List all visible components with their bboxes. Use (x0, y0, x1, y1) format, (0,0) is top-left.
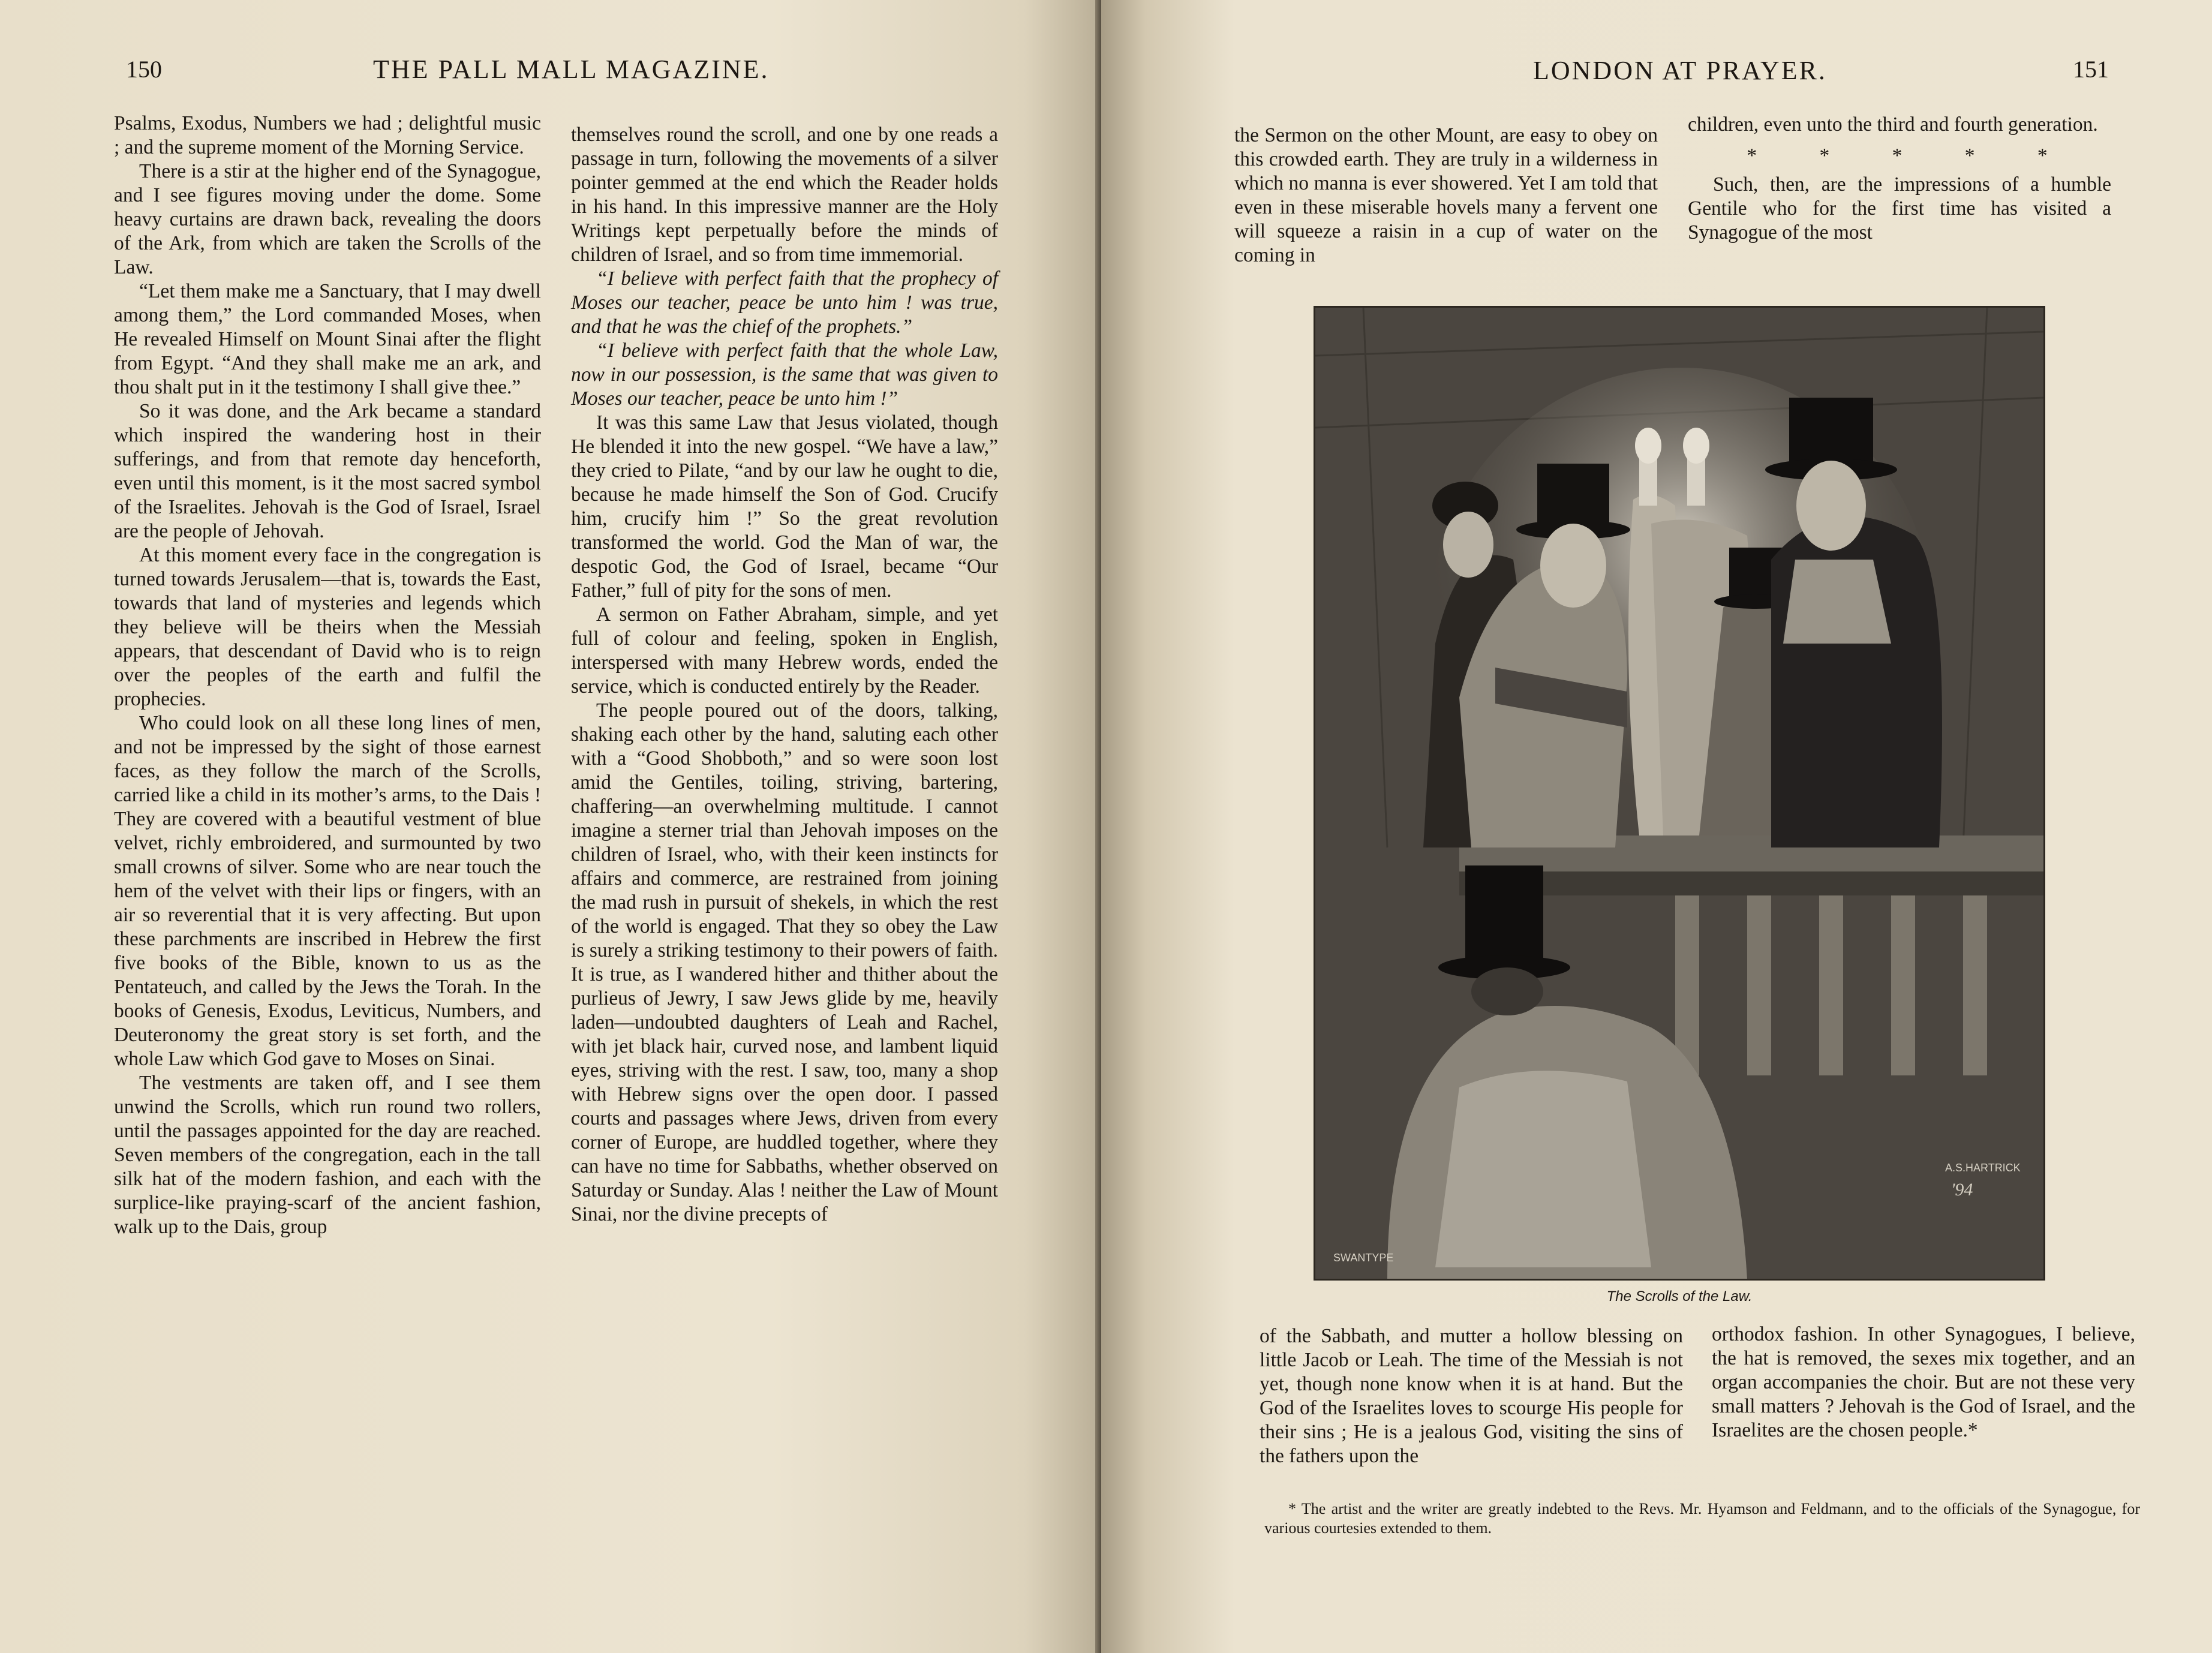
paragraph: themselves round the scroll, and one by one reads a passage in turn, following the movements of a silver pointer gemmed at the end which the Reader holds in his hand. In this impressive manner are the Holy Writings kept perpetually before the minds of children of Israel, and so from time immemorial. (571, 124, 998, 266)
paragraph: The people poured out of the doors, talking, shaking each other by the hand, saluting each other with a “Good Shobboth,” and so were soon lost amid the Gentiles, toiling, striving, bartering, chaffering—an overwhelming multitude. I cannot imagine a sterner trial than Jehovah imposes on the children of Israel, who, with their keen instincts for affairs and commerce, are restrained from joining the mad rush in pursuit of shekels, in which the rest of the world is engaged. That they so obey the Law is surely a striking testimony to their powers of faith. It is true, as I wandered hither and thither about the purlieus of Jewry, I saw Jews glide by me, heavily laden—undoubted daughters of Leah and Rachel, with jet black hair, curved nose, and lambent liquid eyes, striving with the rest. I saw, too, many a shop with Hebrew signs over the open door. I passed courts and passages where Jews, driven from every corner of Europe, are huddled together, where they can have no time for Sabbaths, whether observed on Saturday or Sunday. Alas ! neither the Law of Mount Sinai, nor the divine precepts of (571, 699, 998, 1225)
svg-text:SWANTYPE: SWANTYPE (1333, 1252, 1394, 1264)
right-top-column-1 (1234, 124, 1658, 268)
paragraph: Who could look on all these long lines of men, and not be impressed by the sight of those earnest faces, as they follow the march of the Scrolls, carried like a child in its mother’s arms, to the Dais ! They are covered with a beautiful vestment of blue velvet, richly embroidered, and surmounted by two small crowns of silver. Some who are near touch the hem of the velvet with their lips or fingers, with an air so reverential that it is very affecting. But upon these parchments are inscribed in Hebrew the first five books of the Bible, known to us as the Pentateuch, and called by the Jews the Torah. In the books of Genesis, Exodus, Leviticus, Numbers, and Deuteronomy the great story is set forth, and the whole Law which God gave to Moses on Sinai. (114, 712, 541, 1070)
quote-paragraph: “I believe with perfect faith that the prophecy of Moses our teacher, peace be unto him ! was true, and that he was the chief of the prophets.” (571, 268, 998, 338)
page-number-right: 151 (2073, 56, 2109, 83)
right-bottom-column-2 (1712, 1323, 2135, 1442)
paragraph: the Sermon on the other Mount, are easy to obey on this crowded earth. They are truly in a wilderness in which no manna is ever showered. Yet I am told that even in these miserable hovels many a fervent one will squeeze a raisin in a cup of water on the coming in (1234, 124, 1658, 266)
svg-text:A.S.HARTRICK: A.S.HARTRICK (1945, 1162, 2021, 1174)
page-number-left: 150 (126, 56, 162, 83)
paragraph: So it was done, and the Ark became a standard which inspired the wandering host in their sufferings, and from that remote day henceforth, even until this moment, is it the most sacred symbol of the Israelites. Jehovah is the God of Israel, Israel are the people of Jehovah. (114, 400, 541, 542)
paragraph: There is a stir at the higher end of the Synagogue, and I see figures moving under the dome. Some heavy curtains are drawn back, revealing the doors of the Ark, from which are taken the Scrolls of the Law. (114, 160, 541, 278)
paragraph: “Let them make me a Sanctuary, that I may dwell among them,” the Lord commanded Moses, when He revealed Himself on Mount Sinai after the flight from Egypt. “And they shall make me an ark, and thou shalt put in it the testimony I shall give thee.” (114, 280, 541, 398)
section-break-asterisks: * * * * * (1747, 145, 2076, 167)
left-column-2 (571, 123, 998, 1227)
paragraph: At this moment every face in the congregation is turned towards Jerusalem—that is, towards the East, towards that land of mysteries and legends which they believe will be theirs when the Messiah appears, that descendant of David who is to reign over the peoples of the earth and fulfil the prophecies. (114, 544, 541, 710)
illustration-caption: The Scrolls of the Law. (1606, 1288, 1753, 1305)
paragraph: It was this same Law that Jesus violated, though He blended it into the new gospel. “We have a law,” they cried to Pilate, “and by our law he ought to die, because he made himself the Son of God. Crucify him, crucify him !” So the great revolution transformed the world. God the Man of war, the despotic God, the God of Israel, became “Our Father,” full of pity for the sons of men. (571, 411, 998, 602)
illustration-drawing (1315, 308, 2043, 1279)
paragraph: of the Sabbath, and mutter a hollow blessing on little Jacob or Leah. The time of the Messiah is not yet, though none know when it is at hand. But the God of the Israelites loves to scourge His people for their sins ; He is a jealous God, visiting the sins of the fathers upon the (1260, 1325, 1683, 1467)
right-top-column-2 (1688, 113, 2111, 245)
paragraph: A sermon on Father Abraham, simple, and yet full of colour and feeling, spoken in English, interspersed with many Hebrew words, ended the service, which is conducted entirely by the Reader. (571, 603, 998, 698)
quote-paragraph: “I believe with perfect faith that the whole Law, now in our possession, is the same that was given to Moses our teacher, peace be unto him !” (571, 339, 998, 410)
illustration-scrolls-of-the-law (1314, 306, 2045, 1281)
paragraph: orthodox fashion. In other Synagogues, I believe, the hat is removed, the sexes mix together, and an organ accompanies the choir. But are not these very small matters ? Jehovah is the God of Israel, and the Israelites are the chosen people.* (1712, 1323, 2135, 1441)
paragraph: Such, then, are the impressions of a humble Gentile who for the first time has visited a Synagogue of the most (1688, 173, 2111, 244)
paragraph: Psalms, Exodus, Numbers we had ; delightful music ; and the supreme moment of the Morning Service. (114, 112, 541, 158)
footnote: * The artist and the writer are greatly indebted to the Revs. Mr. Hyamson and Feldmann, and to the officials of the Synagogue, for various courtesies extended to them. (1264, 1500, 2140, 1537)
running-head-left: THE PALL MALL MAGAZINE. (373, 55, 770, 84)
right-bottom-column-1 (1260, 1324, 1683, 1468)
running-head-right: LONDON AT PRAYER. (1533, 56, 1827, 85)
paragraph: children, even unto the third and fourth generation. (1688, 113, 2098, 136)
svg-text:'94: '94 (1951, 1180, 1973, 1200)
paragraph: The vestments are taken off, and I see them unwind the Scrolls, which run round two rollers, until the passages appointed for the day are reached. Seven members of the congregation, each in the tall silk hat of the modern fashion, and each with the surplice-like praying-scarf of the ancient fashion, walk up to the Dais, group (114, 1072, 541, 1238)
left-page (0, 0, 1101, 1653)
left-column-1 (114, 112, 541, 1239)
